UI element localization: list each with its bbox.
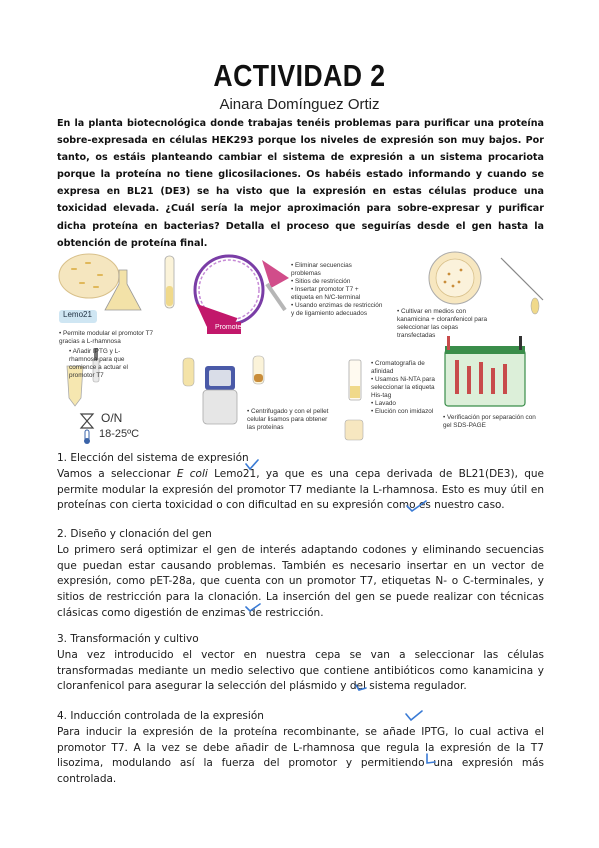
temperature-label: 18-25ºC — [99, 428, 140, 440]
process-figure — [57, 248, 545, 444]
check-mark-icon — [244, 458, 260, 472]
author-name: Ainara Domínguez Ortiz — [219, 96, 380, 113]
section-1-heading: 1. Elección del sistema de expresión — [57, 452, 249, 464]
section-3-heading: 3. Transformación y cultivo — [57, 633, 199, 645]
purification-column-icon — [345, 360, 363, 440]
culture-plate-icon — [429, 252, 543, 314]
plasmid-icon — [195, 256, 289, 334]
culture-caption: • Cultivar en medios con kanamicina + cloranfenicol para seleccionar las cepas transfectadas — [397, 308, 488, 339]
overnight-label: O/N — [101, 411, 123, 425]
section-2 — [57, 527, 544, 622]
promoter-label: Promoter — [215, 324, 244, 331]
section-3-body: Una vez introducido el vector en nuestra cepa se van a seleccionar las células transformadas mediante un medio selectivo que contiene antibióticos como kanamicina y cloranfenicol para asegurar la selección del plásmido y del sistema regulador. — [57, 648, 544, 693]
thermometer-icon — [84, 430, 90, 444]
check-mark-icon — [404, 709, 424, 723]
activity-prompt: En la planta biotecnológica donde trabajas tenéis problemas para purificar una proteína sobre-expresada en células HEK293 porque los niveles de expresión son muy bajos. Por tanto, os estáis planteando cambiar el sistema de expresión a un sistema procariota porque la proteína no tiene glicosilaciones. Os habéis estado informando y cuando se expresa en BL21 (DE3) se ha visto que la expresión en estas células produce una toxicidad elevada. ¿Cuál sería la mejor aproximación para sobre-expresar y purificar dicha proteína en bacterias? Detalla el proceso que seguirías desde el gen hasta la obtención de proteína final. — [57, 118, 544, 249]
section-3 — [57, 632, 544, 695]
cloning-steps: • Eliminar secuencias problemas • Sitios de restricción • Insertar promotor T7 + etiqueta en N/C-terminal • Usando enzimas de restricción y de ligamiento adecuados — [291, 262, 383, 317]
section-1-body: Vamos a seleccionar E coli Lemo21, ya que es una cepa derivada de BL21(DE3), que permite modular la expresión del promotor T7 mediante la L-rhamnosa. Esto es muy útil en proteínas con cierta toxicidad o con dificultad en su expresión como es nuestro caso. — [57, 467, 544, 512]
sds-page-gel-icon — [445, 336, 525, 406]
centrifuge-caption: • Centrifugado y con el pellet celular lisamos para obtener las proteínas — [247, 408, 329, 431]
check-mark-icon — [354, 680, 368, 692]
lemo21-caption: • Permite modular el promotor T7 gracias a L-rhamnosa — [59, 330, 154, 345]
section-4-body: Para inducir la expresión de la proteína recombinante, se añade IPTG, lo cual activa el promotor T7. A la vez se debe añadir de L-rhamnosa que regula la expresión de la T7 lisozima, modulando así la fuerza del promotor y permitiendo una expresión más controlada. — [57, 725, 544, 786]
section-2-heading: 2. Diseño y clonación del gen — [57, 528, 212, 540]
check-mark-icon — [244, 600, 262, 614]
test-tube-icon — [165, 256, 174, 308]
lemo21-label: Lemo21 — [63, 310, 92, 319]
induction-caption: • Añadir IPTG y L-rhamnosa para que comience a actuar el promotor T7 — [69, 348, 128, 379]
section-4 — [57, 709, 544, 788]
document-title: ACTIVIDAD 2 — [213, 58, 386, 93]
sds-page-caption: • Verificación por separación con gel SDS-PAGE — [443, 414, 536, 429]
petri-dish-icon — [59, 254, 119, 298]
section-2-body: Lo primero será optimizar el gen de interés adaptando codones y eliminando secuencias que puedan estar causando problemas. También es necesario insertar en un vector de expresión, como pET-28a, que cuenta con un promotor T7, etiquetas N- o C-terminales, y sitios de restricción para la clonación. La inserción del gen se puede realizar con técnicas clásicas como digestión de enzimas de restricción. — [57, 543, 544, 619]
check-mark-icon — [423, 752, 437, 766]
purification-steps: • Cromatografía de afinidad • Usamos Ni-NTA para seleccionar la etiqueta His-tag • Lavado • Elución con imidazol — [371, 360, 435, 415]
section-4-heading: 4. Inducción controlada de la expresión — [57, 710, 264, 722]
section-1 — [57, 451, 544, 514]
hourglass-icon — [81, 414, 93, 428]
check-mark-icon — [404, 498, 428, 514]
